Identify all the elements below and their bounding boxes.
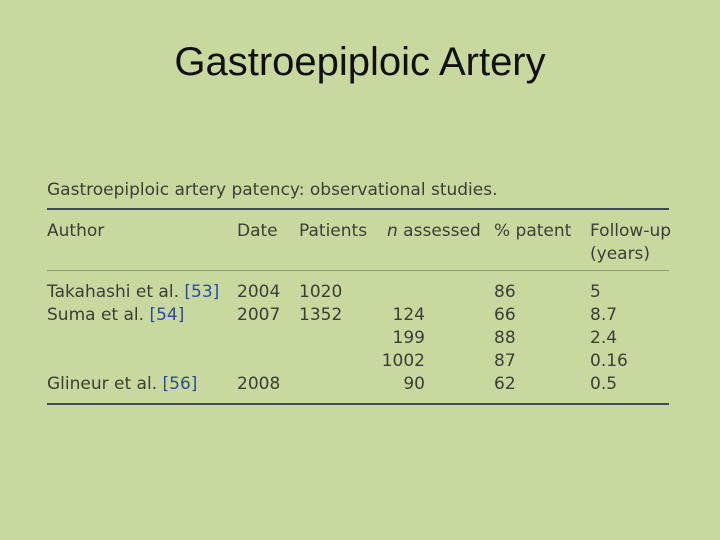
header-followup-line2: (years) xyxy=(590,244,651,264)
row-1-ref-link[interactable]: [54] xyxy=(149,305,185,325)
row-3-n-assessed: 1002 xyxy=(381,351,425,371)
header-author: Author xyxy=(47,221,105,241)
row-4-followup: 0.5 xyxy=(590,374,618,394)
header-followup-line1: Follow-up xyxy=(590,221,672,241)
row-1-followup: 8.7 xyxy=(590,305,618,325)
row-0-ref-link[interactable]: [53] xyxy=(184,282,220,302)
row-0-patent: 86 xyxy=(494,282,516,302)
row-4-n-assessed: 90 xyxy=(403,374,425,394)
header-n-assessed-n: n xyxy=(387,221,398,241)
header-n-assessed-rest: assessed xyxy=(397,221,481,241)
row-4-author-name: Glineur et al. xyxy=(47,374,158,394)
row-0-author xyxy=(47,281,219,304)
row-3-followup: 0.16 xyxy=(590,351,628,371)
header-date: Date xyxy=(237,221,278,241)
row-2-followup: 2.4 xyxy=(590,328,618,348)
table-bottom-rule xyxy=(47,403,669,405)
header-patent: % patent xyxy=(494,221,572,241)
row-2-patent: 88 xyxy=(494,328,516,348)
row-1-patent: 66 xyxy=(494,305,516,325)
row-2-n-assessed: 199 xyxy=(392,328,425,348)
row-0-patients: 1020 xyxy=(299,282,343,302)
row-3-patent: 87 xyxy=(494,351,516,371)
header-n-assessed xyxy=(387,220,481,243)
row-1-author-name: Suma et al. xyxy=(47,305,145,325)
row-4-date: 2008 xyxy=(237,374,281,394)
header-patients: Patients xyxy=(299,221,368,241)
header-rule xyxy=(47,270,669,271)
row-0-followup: 5 xyxy=(590,282,601,302)
row-4-patent: 62 xyxy=(494,374,516,394)
row-4-author xyxy=(47,373,197,396)
row-1-author xyxy=(47,304,184,327)
slide-title: Gastroepiploic Artery xyxy=(174,40,546,84)
row-4-ref-link[interactable]: [56] xyxy=(162,374,198,394)
table-top-rule xyxy=(47,208,669,210)
row-0-author-name: Takahashi et al. xyxy=(47,282,179,302)
row-1-date: 2007 xyxy=(237,305,281,325)
row-1-patients: 1352 xyxy=(299,305,343,325)
row-0-date: 2004 xyxy=(237,282,281,302)
row-1-n-assessed: 124 xyxy=(392,305,425,325)
table-caption: Gastroepiploic artery patency: observational studies. xyxy=(47,180,498,200)
